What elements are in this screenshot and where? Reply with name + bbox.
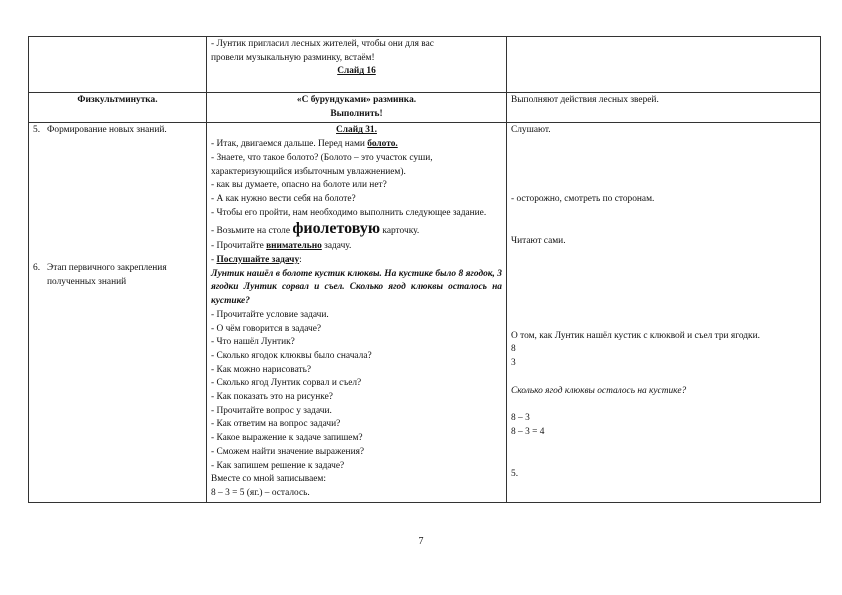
- teacher-line: - Как можно нарисовать?: [211, 364, 312, 375]
- spacer: [33, 138, 202, 262]
- student-line: 8: [511, 344, 516, 355]
- text: задачу.: [321, 241, 352, 252]
- teacher-line: - Прочитайте условие задачи.: [211, 309, 329, 320]
- teacher-line: - Знаете, что такое болото? (Болото – это участок суши, характеризующийся избыточным увлажнением).: [211, 152, 433, 177]
- text: -: [211, 255, 217, 266]
- student-line: 5.: [511, 468, 519, 479]
- teacher-line: - Сколько ягодок клюквы было сначала?: [211, 350, 372, 361]
- teacher-line: [211, 240, 502, 254]
- teacher-line: Вместе со мной записываем:: [211, 474, 326, 485]
- word-problem: Лунтик нашёл в болоте кустик клюквы. На кустике было 8 ягодок, 3 ягодки Лунтик сорвал и съел. Сколько ягод клюквы осталось на кустике?: [211, 268, 502, 307]
- slide-label: Слайд 16: [337, 66, 376, 77]
- spacer: [511, 440, 816, 468]
- teacher-cell: [207, 37, 507, 93]
- table-row: [29, 37, 821, 93]
- teacher-line: [211, 138, 502, 152]
- stage-label: Физкультминутка.: [77, 95, 158, 105]
- spacer: [511, 398, 816, 412]
- text: - Возьмите на столе: [211, 226, 293, 237]
- teacher-line: - Как ответим на вопрос задачи?: [211, 419, 341, 430]
- stage-number: 6.: [33, 263, 41, 274]
- teacher-line: - Сможем найти значение выражения?: [211, 446, 365, 457]
- student-line: 8 – 3: [511, 413, 530, 424]
- stage-cell: [29, 123, 207, 502]
- student-line: - осторожно, смотреть по сторонам.: [511, 194, 655, 205]
- stage-item: [33, 124, 202, 138]
- stage-cell: [29, 37, 207, 93]
- student-line: 3: [511, 357, 516, 368]
- teacher-line: - Как запишем решение к задаче?: [211, 460, 345, 471]
- student-cell: [507, 123, 821, 502]
- spacer: [511, 371, 816, 385]
- student-line: Сколько ягод клюквы осталось на кустике?: [511, 385, 687, 396]
- teacher-line: [211, 254, 502, 268]
- teacher-line: - Как показать это на рисунке?: [211, 392, 333, 403]
- slide-label: Слайд 31.: [336, 125, 377, 136]
- student-line: Читают сами.: [511, 235, 566, 246]
- warmup-title: «С бурундуками» разминка.: [296, 95, 417, 105]
- text: - Прочитайте: [211, 241, 267, 252]
- stage-item: [33, 262, 202, 289]
- student-line: 8 – 3 = 4: [511, 427, 545, 438]
- teacher-cell: [207, 93, 507, 123]
- solution-line: 8 – 3 = 5 (яг.) – осталось.: [211, 487, 310, 498]
- teacher-line: - Какое выражение к задаче запишем?: [211, 433, 363, 444]
- stage-label: Формирование новых знаний.: [47, 125, 167, 136]
- spacer: [511, 249, 816, 330]
- stage-cell: [29, 93, 207, 123]
- spacer: [511, 138, 816, 193]
- keyword: фиолетовую: [292, 220, 381, 238]
- text: - Итак, двигаемся дальше. Перед нами: [211, 139, 368, 150]
- table-row: [29, 123, 821, 502]
- teacher-line: - Лунтик пригласил лесных жителей, чтобы они для вас: [211, 39, 434, 49]
- teacher-line: - Прочитайте вопрос у задачи.: [211, 405, 332, 416]
- text: карточку.: [380, 226, 420, 237]
- text: :: [299, 255, 302, 266]
- stage-number: 5.: [33, 125, 41, 136]
- lesson-plan-table: [28, 36, 821, 503]
- keyword: внимательно: [266, 241, 322, 252]
- keyword: болото.: [367, 139, 398, 150]
- teacher-line: - Чтобы его пройти, нам необходимо выполнить следующее задание.: [211, 207, 487, 218]
- teacher-line: - Сколько ягод Лунтик сорвал и съел?: [211, 378, 362, 389]
- teacher-line: [211, 220, 502, 240]
- warmup-action: Выполнить!: [330, 108, 383, 119]
- student-cell: [507, 37, 821, 93]
- teacher-line: провели музыкальную разминку, встаём!: [211, 52, 375, 63]
- page-number: 7: [418, 536, 424, 547]
- teacher-line: - Что нашёл Лунтик?: [211, 337, 295, 348]
- student-line: Слушают.: [511, 125, 551, 136]
- spacer: [511, 207, 816, 235]
- keyword: Послушайте задачу: [216, 255, 300, 266]
- teacher-cell: [207, 123, 507, 502]
- student-activity: Выполняют действия лесных зверей.: [511, 95, 659, 105]
- table-row: [29, 93, 821, 123]
- student-cell: [507, 93, 821, 123]
- stage-label: Этап первичного закрепления полученных знаний: [47, 263, 167, 287]
- teacher-line: - как вы думаете, опасно на болоте или нет?: [211, 180, 387, 191]
- student-line: О том, как Лунтик нашёл кустик с клюквой и съел три ягодки.: [511, 330, 760, 341]
- teacher-line: - О чём говорится в задаче?: [211, 323, 322, 334]
- teacher-line: - А как нужно вести себя на болоте?: [211, 193, 356, 204]
